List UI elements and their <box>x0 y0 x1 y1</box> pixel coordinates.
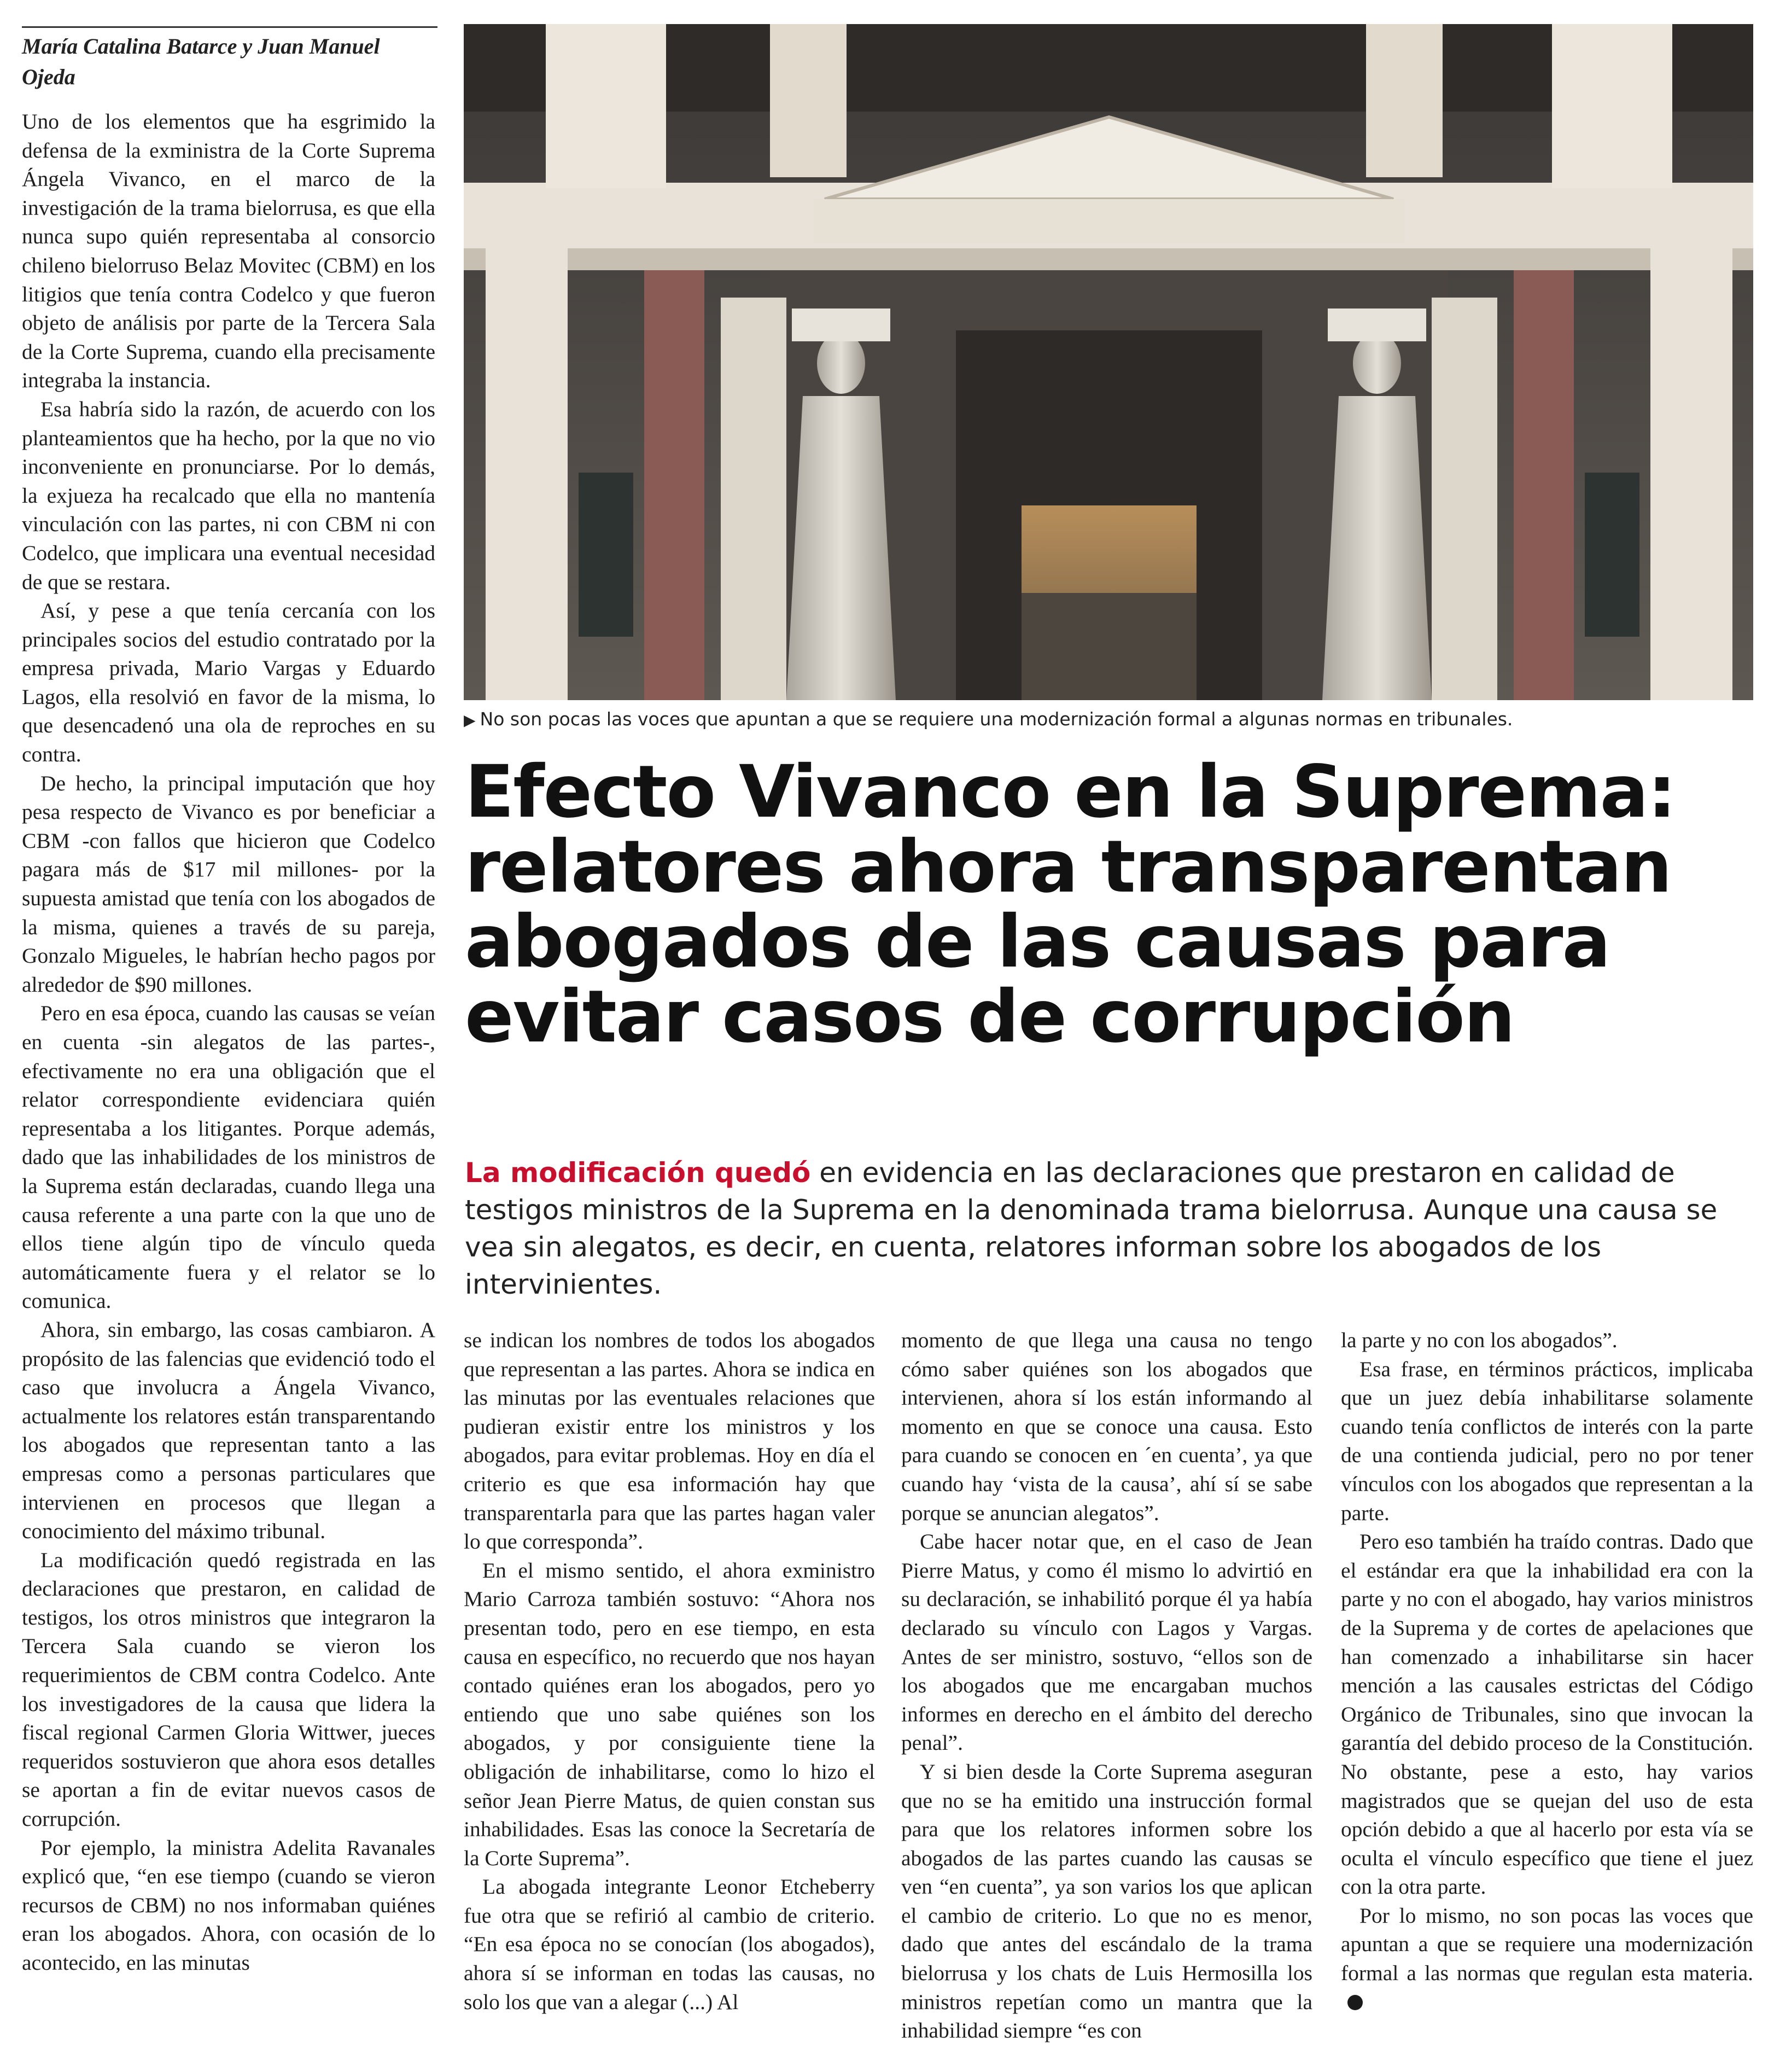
courthouse-atrium-photo <box>464 24 1753 700</box>
headline-line: relatores ahora transparentan <box>465 825 1671 909</box>
paragraph-text: Por lo mismo, no son pocas las voces que apuntan a que se requiere una modernización formal a las normas que regulan esta materia. <box>1341 1903 1753 1986</box>
headline-line: evitar casos de corrupción <box>465 975 1514 1059</box>
article-column-1 <box>22 107 435 1977</box>
byline: María Catalina Batarce y Juan Manuel Ojeda <box>22 26 437 92</box>
paragraph <box>1341 1901 1753 2016</box>
paragraph: La abogada integrante Leonor Etcheberry fue otra que se refirió al cambio de criterio. “En esa época no se conocían (los abogados), ahora sí se informan en todas las causas, no solo los que van a alegar (...) Al <box>464 1875 875 2014</box>
paragraph: momento de que llega una causa no tengo cómo saber quiénes son los abogados que intervienen, ahora sí los están informando al momento en que se conoce una causa. Esto para cuando se conocen en ´en cuenta’, ya que cuando hay ‘vista de la causa’, ahí sí se sabe porque se anuncian alegatos”. <box>901 1328 1312 1525</box>
headline-line: abogados de las causas para <box>465 900 1610 984</box>
paragraph: Cabe hacer notar que, en el caso de Jean Pierre Matus, y como él mismo lo advirtió en su declaración, se inhabilitó porque él ya había declarado su vínculo con Lagos y Vargas. Antes de ser ministro, sostuvo, “ellos son de los abogados que me encargaban muchos informes en derecho en el ámbito del derecho penal”. <box>901 1529 1312 1755</box>
article-column-4 <box>1341 1326 1753 2016</box>
photo-caption <box>464 707 1753 733</box>
paragraph: Ahora, sin embargo, las cosas cambiaron. A propósito de las falencias que evidenció todo el caso que involucra a Ángela Vivanco, actualmente los relatores están transparentando los abogados que representan tanto a las empresas como a personas particulares que intervienen en procesos que llegan a conocimiento del máximo tribunal. <box>22 1317 435 1544</box>
article-column-2 <box>464 1326 875 2016</box>
paragraph: Pero en esa época, cuando las causas se veían en cuenta -sin alegatos de las partes-, efectivamente no era una obligación que el relator correspondiente evidenciara quién representaba a los litigantes. Porque además, dado que las inhabilidades de los ministros de la Suprema están declaradas, cuando llega una causa referente a una parte con la que uno de ellos tiene algún tipo de vínculo queda automáticamente fuera y el relator se lo comunica. <box>22 1001 435 1313</box>
paragraph: Así, y pese a que tenía cercanía con los principales socios del estudio contratado por la empresa privada, Mario Vargas y Eduardo Lagos, ella resolvió en favor de la misma, lo que desencadenó una ola de reproches en su contra. <box>22 598 435 767</box>
paragraph: Esa frase, en términos prácticos, implicaba que un juez debía inhabilitarse solamente cuando tenía conflictos de interés con la parte de una contienda judicial, pero no por tener vínculos con los abogados que representan a la parte. <box>1341 1357 1753 1525</box>
caption-text: No son pocas las voces que apuntan a que se requiere una modernización formal a algunas normas en tribunales. <box>480 708 1513 730</box>
deck-text: en evidencia en las declaraciones que prestaron en calidad de testigos ministros de la Suprema en la denominada trama bielorrusa. Aunque una causa se vea sin alegatos, es decir, en cuenta, relatores informan sobre los abogados de los intervinientes. <box>465 1157 1718 1300</box>
caption-arrow-icon: ▶ <box>464 711 476 729</box>
paragraph: Esa habría sido la razón, de acuerdo con los planteamientos que ha hecho, por la que no vio inconveniente en pronunciarse. Por lo demás, la exjueza ha recalcado que ella no mantenía vinculación con las partes, ni con CBM ni con Codelco, que implicara una eventual necesidad de que se restara. <box>22 397 435 594</box>
paragraph: De hecho, la principal imputación que hoy pesa respecto de Vivanco es por beneficiar a CBM -con fallos que hicieron que Codelco pagara más de $17 mil millones- por la supuesta amistad que tenía con los abogados de la misma, quienes a través de su pareja, Gonzalo Migueles, le habrían hecho pagos por alrededor de $90 millones. <box>22 771 435 997</box>
paragraph: se indican los nombres de todos los abogados que representan a las partes. Ahora se indica en las minutas por las eventuales relaciones que pudieran existir entre los ministros y los abogados, para evitar problemas. Hoy en día el criterio es que esa información hay que transparentarla para que las partes hagan valer lo que corresponda”. <box>464 1328 875 1554</box>
paragraph: La modificación quedó registrada en las declaraciones que prestaron, en calidad de testigos, los otros ministros que integraron la Tercera Sala cuando se vieron los requerimientos de CBM contra Codelco. Ante los investigadores de la causa que lidera la fiscal regional Carmen Gloria Wittwer, jueces requeridos sostuvieron que ahora esos detalles se aportan a fin de evitar nuevos casos de corrupción. <box>22 1547 435 1831</box>
paragraph: En el mismo sentido, el ahora exministro Mario Carroza también sostuvo: “Ahora nos presentan todo, pero en ese tiempo, en esta causa en específico, no recuerdo que nos hayan contado quiénes eran los abogados, pero yo entiendo que uno sabe quiénes son los abogados, y por consiguiente tiene la obligación de inhabilitarse, como lo hizo el señor Jean Pierre Matus, de quien constan sus inhabilidades. Esas las conoce la Secretaría de la Corte Suprema”. <box>464 1558 875 1870</box>
deck <box>465 1154 1755 1303</box>
paragraph: Y si bien desde la Corte Suprema aseguran que no se ha emitido una instrucción formal para que los relatores informen sobre los abogados de las partes cuando las causas se ven “en cuenta”, ya son varios los que aplican el cambio de criterio. Lo que no es menor, dado que antes del escándalo de la trama bielorrusa y los chats de Luis Hermosilla los ministros repetían como un mantra que la inhabilidad siempre “es con <box>901 1759 1312 2043</box>
headline <box>465 750 1755 1059</box>
paragraph: la parte y no con los abogados”. <box>1341 1328 1618 1352</box>
paragraph: Uno de los elementos que ha esgrimido la defensa de la exministra de la Corte Suprema Ángela Vivanco, en el marco de la investigación de la trama bielorrusa, es que ella nunca supo quién representaba al consorcio chileno bielorruso Belaz Movitec (CBM) en los litigios que tenía contra Codelco y que fueron objeto de análisis por parte de la Tercera Sala de la Corte Suprema, cuando ella precisamente integraba la instancia. <box>22 109 435 393</box>
paragraph: Pero eso también ha traído contras. Dado que el estándar era que la inhabilidad era con la parte y no con el abogado, hay varios ministros de la Suprema y de cortes de apelaciones que han comenzado a inhabilitarse sin hacer mención a las causales estrictas del Código Orgánico de Tribunales, sino que invocan la garantía del debido proceso de la Constitución. No obstante, pese a esto, hay varios magistrados que se quejan del uso de esta opción debido a que al hacerlo por esta vía se oculta el vínculo específico que tiene el juez con la otra parte. <box>1341 1529 1753 1899</box>
deck-lead: La modificación quedó <box>465 1157 811 1189</box>
end-of-article-icon <box>1347 1995 1363 2010</box>
headline-line: Efecto Vivanco en la Suprema: <box>465 750 1676 834</box>
article-column-3 <box>901 1326 1312 2045</box>
paragraph: Por ejemplo, la ministra Adelita Ravanales explicó que, “en ese tiempo (cuando se vieron recursos de CBM) no nos informaban quiénes eran los abogados. Ahora, con ocasión de lo acontecido, en las minutas <box>22 1835 435 1975</box>
